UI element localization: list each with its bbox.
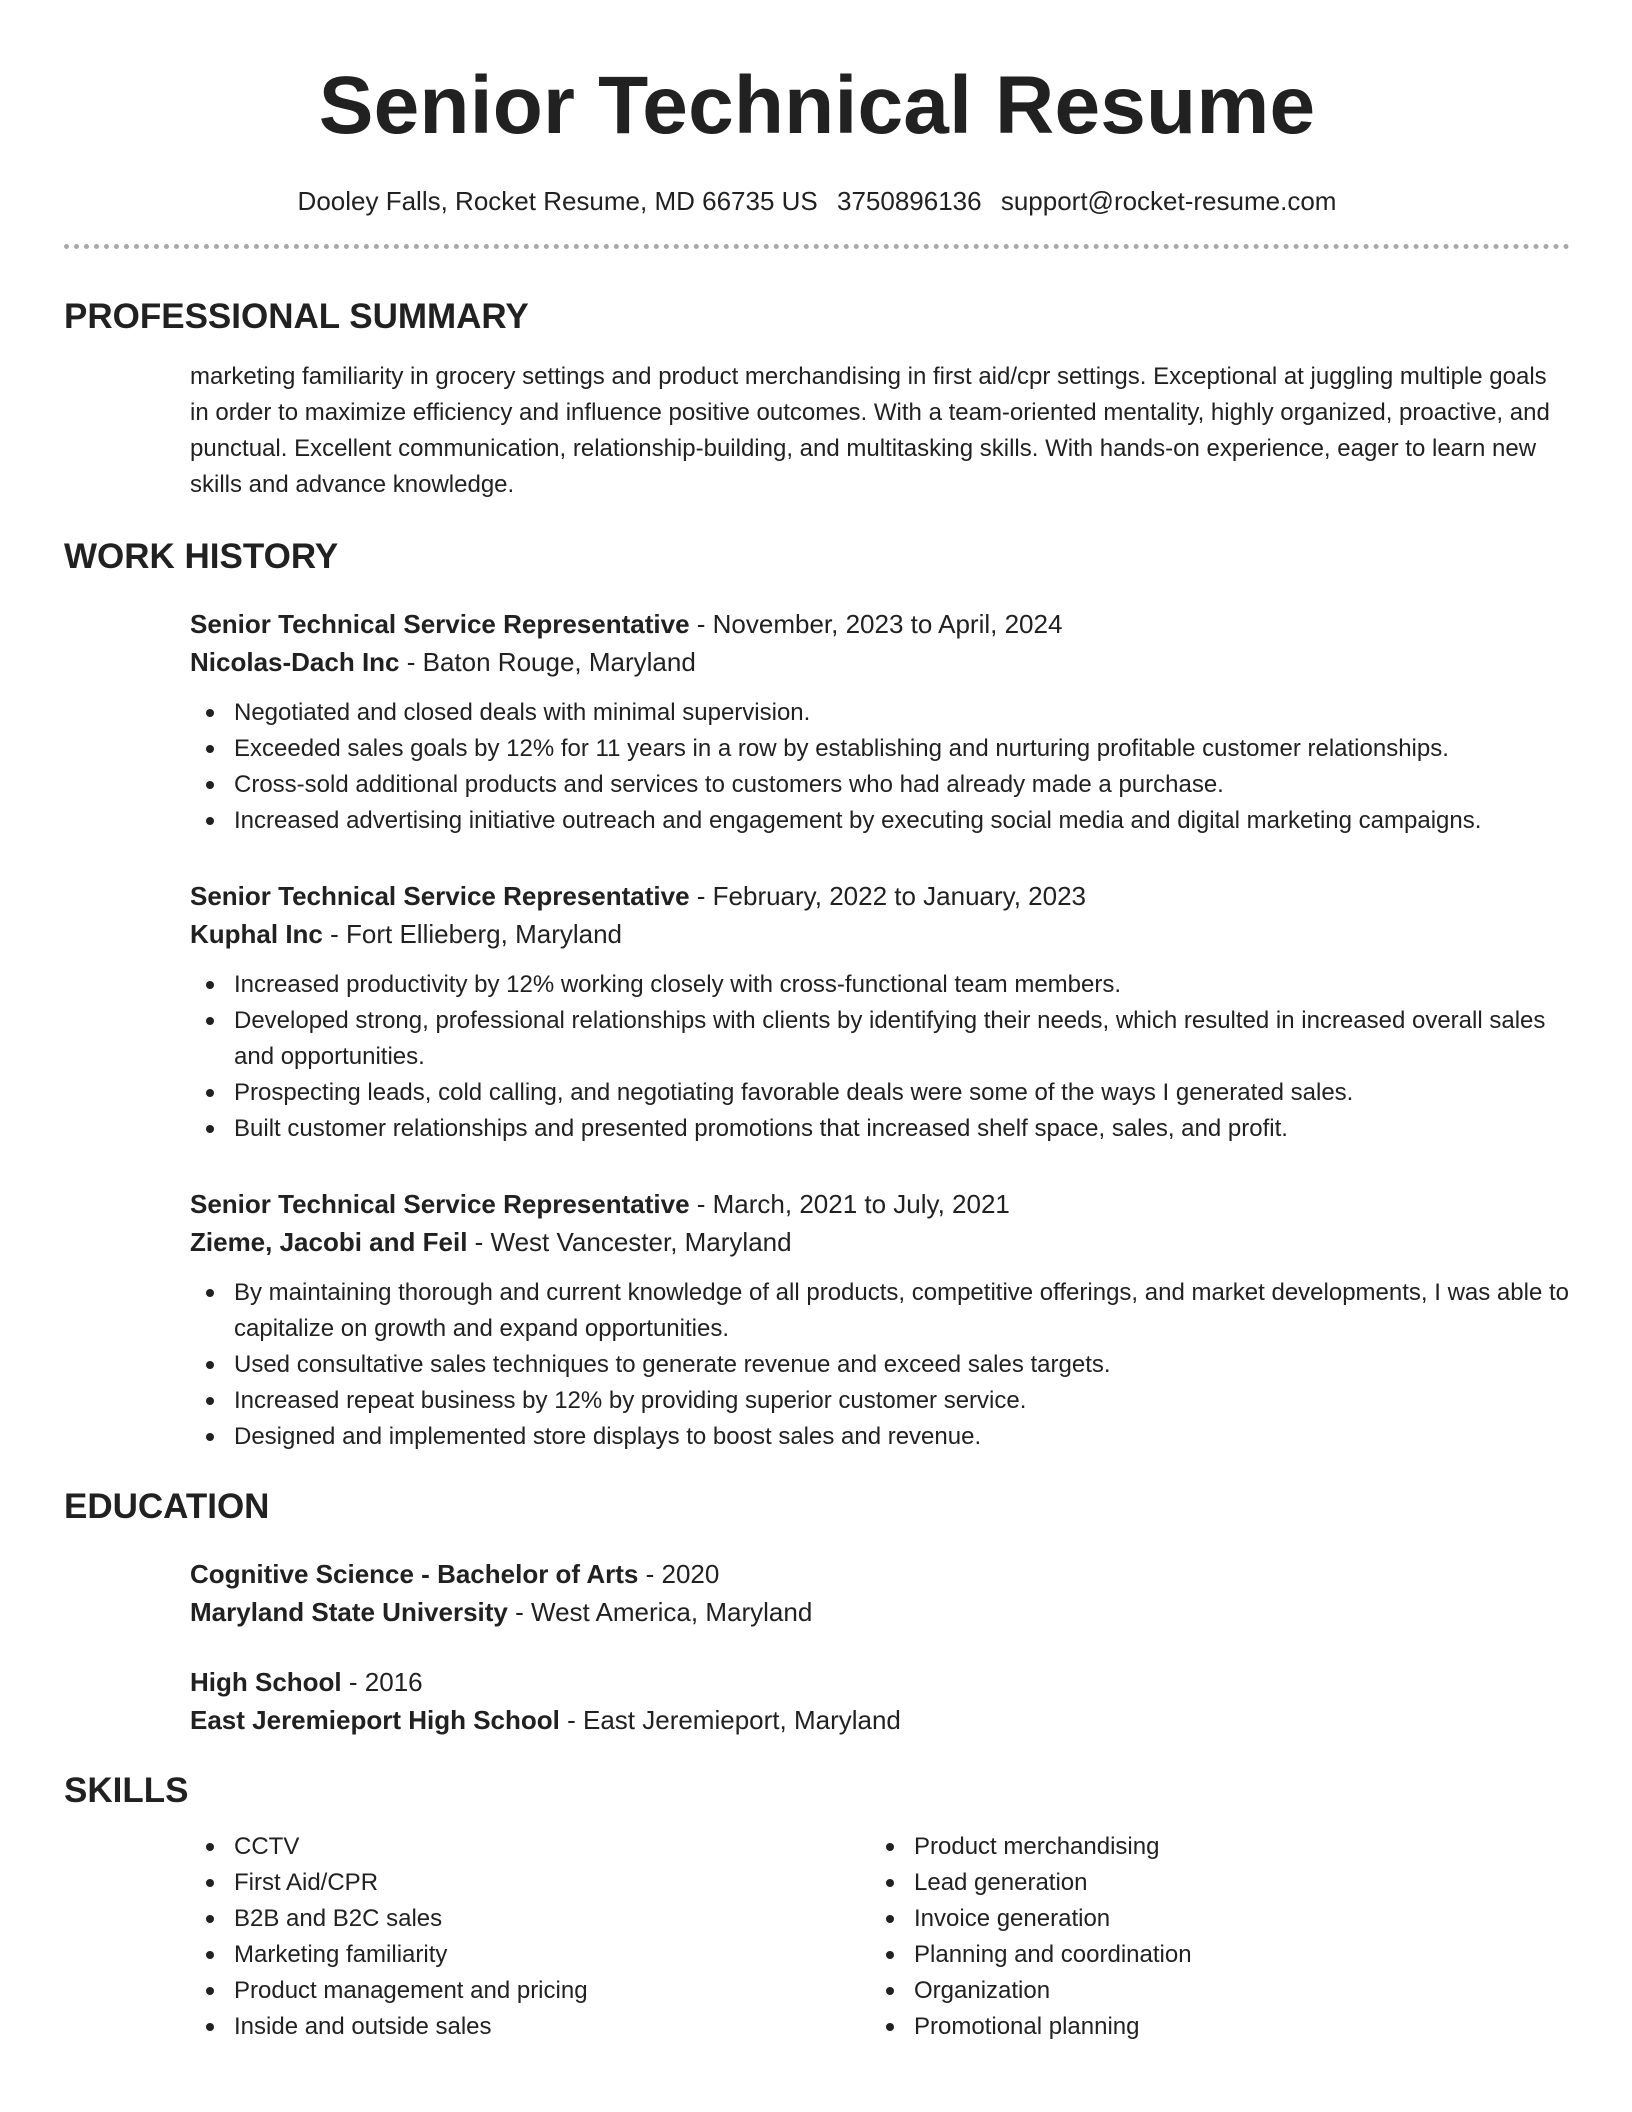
- list-item: Invoice generation: [870, 1901, 1550, 1937]
- education-school-line: [190, 1701, 1570, 1739]
- job-role: Senior Technical Service Representative: [190, 609, 690, 639]
- job-bullets: [190, 695, 1570, 839]
- list-item: B2B and B2C sales: [190, 1901, 870, 1937]
- job-bullets: [190, 967, 1570, 1147]
- education-location: - West America, Maryland: [507, 1597, 813, 1627]
- list-item: Product merchandising: [870, 1829, 1550, 1865]
- job-bullets: [190, 1275, 1570, 1455]
- list-item: Increased repeat business by 12% by providing superior customer service.: [190, 1383, 1570, 1419]
- skills-column-right: [870, 1829, 1550, 2045]
- education-entry: [190, 1663, 1570, 1739]
- education-school: Maryland State University: [190, 1597, 508, 1627]
- list-item: CCTV: [190, 1829, 870, 1865]
- job-role: Senior Technical Service Representative: [190, 881, 690, 911]
- list-item: By maintaining thorough and current knowledge of all products, competitive offerings, and market developments, I was able to capitalize on growth and expand opportunities.: [190, 1275, 1570, 1347]
- job-company: Kuphal Inc: [190, 919, 323, 949]
- education-degree-line: [190, 1555, 1570, 1593]
- education-degree: High School: [190, 1667, 342, 1697]
- job-company: Nicolas-Dach Inc: [190, 647, 400, 677]
- skills-right-list: [870, 1829, 1550, 2045]
- job-role-line: [190, 877, 1570, 915]
- list-item: Used consultative sales techniques to generate revenue and exceed sales targets.: [190, 1347, 1570, 1383]
- list-item: Designed and implemented store displays to boost sales and revenue.: [190, 1419, 1570, 1455]
- list-item: Promotional planning: [870, 2009, 1550, 2045]
- list-item: Prospecting leads, cold calling, and negotiating favorable deals were some of the ways I generated sales.: [190, 1075, 1570, 1111]
- section-title-education: EDUCATION: [64, 1487, 270, 1526]
- job-company-line: [190, 915, 1570, 953]
- job-entry: [190, 877, 1570, 1147]
- list-item: Exceeded sales goals by 12% for 11 years in a row by establishing and nurturing profitable customer relationships.: [190, 731, 1570, 767]
- job-entry: [190, 605, 1570, 839]
- list-item: Negotiated and closed deals with minimal supervision.: [190, 695, 1570, 731]
- list-item: First Aid/CPR: [190, 1865, 870, 1901]
- list-item: Increased advertising initiative outreach and engagement by executing social media and digital marketing campaigns.: [190, 803, 1570, 839]
- education-school: East Jeremieport High School: [190, 1705, 560, 1735]
- job-company: Zieme, Jacobi and Feil: [190, 1227, 468, 1257]
- skills-list: [190, 1829, 1570, 2045]
- list-item: Marketing familiarity: [190, 1937, 870, 1973]
- job-entry: [190, 1185, 1570, 1455]
- education-list: [190, 1555, 1570, 1739]
- job-dates: - February, 2022 to January, 2023: [689, 881, 1087, 911]
- section-title-summary: PROFESSIONAL SUMMARY: [64, 297, 529, 336]
- skills-column-left: [190, 1829, 870, 2045]
- job-dates: - November, 2023 to April, 2024: [689, 609, 1063, 639]
- job-role: Senior Technical Service Representative: [190, 1189, 690, 1219]
- list-item: Organization: [870, 1973, 1550, 2009]
- list-item: Inside and outside sales: [190, 2009, 870, 2045]
- education-year: - 2020: [638, 1559, 720, 1589]
- contact-email: support@rocket-resume.com: [1000, 186, 1337, 216]
- list-item: Cross-sold additional products and services to customers who had already made a purchase.: [190, 767, 1570, 803]
- skills-left-list: [190, 1829, 870, 2045]
- education-school-line: [190, 1593, 1570, 1631]
- job-role-line: [190, 605, 1570, 643]
- education-degree: Cognitive Science - Bachelor of Arts: [190, 1559, 639, 1589]
- education-entry: [190, 1555, 1570, 1631]
- education-location: - East Jeremieport, Maryland: [559, 1705, 901, 1735]
- job-dates: - March, 2021 to July, 2021: [689, 1189, 1010, 1219]
- contact-line: [64, 184, 1570, 218]
- header-divider: [64, 244, 1570, 249]
- list-item: Planning and coordination: [870, 1937, 1550, 1973]
- section-title-skills: SKILLS: [64, 1771, 189, 1810]
- job-location: - Fort Ellieberg, Maryland: [322, 919, 623, 949]
- list-item: Lead generation: [870, 1865, 1550, 1901]
- job-location: - West Vancester, Maryland: [467, 1227, 792, 1257]
- job-role-line: [190, 1185, 1570, 1223]
- list-item: Built customer relationships and presented promotions that increased shelf space, sales, and profit.: [190, 1111, 1570, 1147]
- job-company-line: [190, 643, 1570, 681]
- contact-address: Dooley Falls, Rocket Resume, MD 66735 US: [297, 186, 818, 216]
- education-year: - 2016: [341, 1667, 423, 1697]
- work-history-list: [190, 605, 1570, 1455]
- summary-text: marketing familiarity in grocery settings and product merchandising in first aid/cpr settings. Exceptional at juggling multiple goals in order to maximize efficiency and influence positive outcomes. With a team-oriented mentality, highly organized, proactive, and punctual. Excellent communication, relationship-building, and multitasking skills. With hands-on experience, eager to learn new skills and advance knowledge.: [190, 363, 1550, 498]
- list-item: Product management and pricing: [190, 1973, 870, 2009]
- list-item: Developed strong, professional relationships with clients by identifying their needs, which resulted in increased overall sales and opportunities.: [190, 1003, 1570, 1075]
- education-degree-line: [190, 1663, 1570, 1701]
- job-company-line: [190, 1223, 1570, 1261]
- resume-title: Senior Technical Resume: [318, 60, 1316, 151]
- list-item: Increased productivity by 12% working closely with cross-functional team members.: [190, 967, 1570, 1003]
- contact-phone: 3750896136: [836, 186, 982, 216]
- job-location: - Baton Rouge, Maryland: [399, 647, 696, 677]
- section-title-work-history: WORK HISTORY: [64, 537, 339, 576]
